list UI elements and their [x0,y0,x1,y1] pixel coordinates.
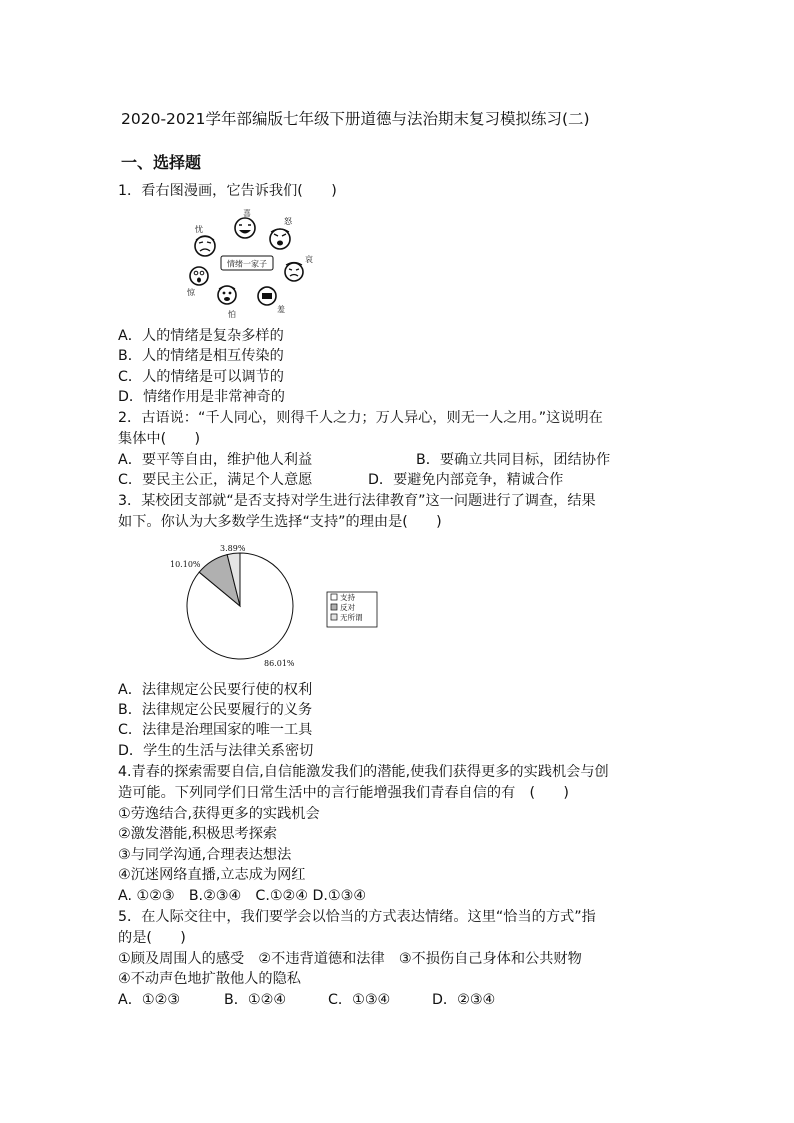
q2-options-row1 [118,450,678,470]
q5-option-d: D．②③④ [432,992,496,1008]
emotion-label-xiu: 羞 [277,305,285,314]
face-xiu [258,287,276,305]
q2-option-a: A．要平等自由，维护他人利益 [118,452,313,468]
emotion-label-xi: 喜 [243,209,251,218]
legend-indifferent-label: 无所谓 [340,613,363,622]
legend-oppose-label: 反对 [340,603,355,612]
emotion-label-you: 忧 [195,225,203,234]
emotion-label-jing: 惊 [187,288,195,297]
page-title: 2020-2021学年部编版七年级下册道德与法治期末复习模拟练习(二) [121,110,590,128]
q5-items-line2: ④不动声色地扩散他人的隐私 [118,971,301,987]
label-oppose: 10.10% [170,560,201,569]
cartoon-center-label: 情绪一家子 [227,259,267,269]
q4-item-3: ③与同学沟通,合理表达想法 [118,847,292,863]
q5-option-c: C．①③④ [328,992,391,1008]
q4-stem-line1: 4.青春的探索需要自信,自信能激发我们的潜能,使我们获得更多的实践机会与创 [118,764,609,780]
q4-answer-options: A. ①②③ B.②③④ C.①②④ D.①③④ [118,888,367,904]
emotion-cartoon-drawing [183,204,313,320]
q4-item-4: ④沉迷网络直播,立志成为网红 [118,867,306,883]
q3-option-a: A．法律规定公民要行使的权利 [118,682,313,698]
emotion-label-nu: 怒 [284,217,292,226]
q2-option-b: B．要确立共同目标，团结协作 [416,452,611,468]
q2-options-row2 [118,470,678,490]
legend-indifferent-swatch [331,614,337,620]
q5-items-line1: ①顾及周围人的感受 ②不违背道德和法律 ③不损伤自己身体和公共财物 [118,951,582,967]
q2-stem-line2: 集体中( ) [118,431,201,447]
q4-stem-line2: 造可能。下列同学们日常生活中的言行能增强我们青春自信的有 ( ) [118,785,569,801]
emotion-label-ai: 哀 [305,255,313,264]
face-you [195,236,215,256]
label-support: 86.01% [264,659,295,668]
pie-chart-svg [160,538,390,674]
q1-option-d: D．情绪作用是非常神奇的 [118,389,285,405]
q5-options-row [118,990,678,1010]
q5-stem-line1: 5．在人际交往中，我们要学会以恰当的方式表达情绪。这里“恰当的方式”指 [118,909,596,925]
q4-item-2: ②激发潜能,积极思考探索 [118,826,278,842]
q3-stem-line1: 3．某校团支部就“是否支持对学生进行法律教育”这一问题进行了调查，结果 [118,493,596,509]
q4-item-1: ①劳逸结合,获得更多的实践机会 [118,806,320,822]
emotion-label-pa: 怕 [228,310,236,319]
label-indifferent: 3.89% [220,544,246,553]
q2-stem-line1: 2．古语说：“千人同心，则得千人之力；万人异心，则无一人之用。”这说明在 [118,410,603,426]
q2-option-c: C．要民主公正，满足个人意愿 [118,472,313,488]
survey-pie-chart [160,538,390,674]
face-xi [235,218,255,238]
q3-stem-line2: 如下。你认为大多数学生选择“支持”的理由是( ) [118,514,442,530]
q3-option-c: C．法律是治理国家的唯一工具 [118,722,313,738]
q5-option-a: A．①②③ [118,992,181,1008]
legend-support-swatch [331,594,337,600]
face-ai [285,263,303,282]
q3-option-b: B．法律规定公民要履行的义务 [118,702,313,718]
face-pa [218,286,236,304]
emotion-cartoon [183,204,313,320]
face-nu [270,229,290,249]
face-jing [190,267,208,285]
q1-option-b: B．人的情绪是相互传染的 [118,348,284,364]
legend-oppose-swatch [331,604,337,610]
q1-stem: 1．看右图漫画，它告诉我们( ) [118,183,337,199]
q2-option-d: D．要避免内部竞争，精诚合作 [368,472,564,488]
q5-option-b: B．①②④ [224,992,287,1008]
q1-option-a: A．人的情绪是复杂多样的 [118,328,284,344]
q3-option-d: D．学生的生活与法律关系密切 [118,743,314,759]
section-heading: 一、选择题 [121,153,202,172]
legend-support-label: 支持 [340,593,355,602]
q1-option-c: C．人的情绪是可以调节的 [118,369,284,385]
q5-stem-line2: 的是( ) [118,930,186,946]
